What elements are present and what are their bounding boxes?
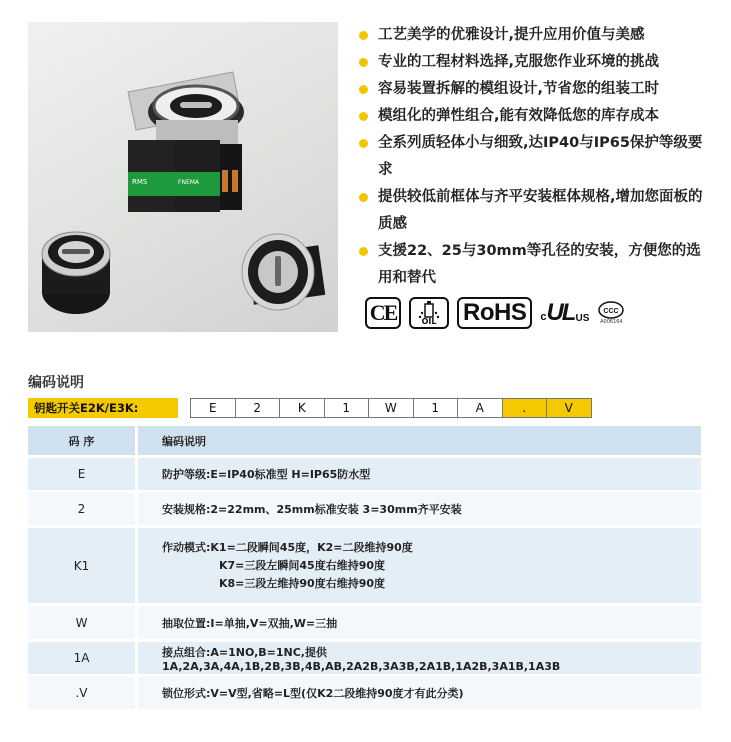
- certification-logos: [365, 296, 625, 330]
- bullet-icon: [359, 139, 368, 148]
- row-code: .V: [28, 677, 135, 709]
- row-desc: 抽取位置:I=单抽,V=双抽,W=三抽: [138, 606, 701, 639]
- feature-item: 支援22、25与30mm等孔径的安装，方便您的选用和替代: [358, 238, 710, 292]
- table-row: [28, 677, 701, 709]
- rohs-icon: RoHS: [457, 297, 532, 329]
- coding-table: [28, 426, 701, 712]
- row-code: 2: [28, 493, 135, 525]
- code-cell: E: [190, 398, 236, 418]
- code-cell-highlight: V: [546, 398, 592, 418]
- ce-mark-icon: CE: [365, 297, 401, 329]
- bullet-icon: [359, 112, 368, 121]
- table-row: [28, 493, 701, 525]
- code-cell: W: [368, 398, 414, 418]
- svg-text:CCC: CCC: [603, 308, 619, 315]
- table-header: [28, 426, 701, 455]
- cul-us-icon: c UL US: [540, 299, 590, 326]
- row-desc: 锁位形式:V=V型,省略=L型(仅K2二段维持90度才有此分类): [138, 677, 701, 709]
- code-cell-highlight: .: [502, 398, 548, 418]
- row-code: E: [28, 458, 135, 490]
- bullet-icon: [359, 58, 368, 67]
- feature-item: 全系列质轻体小与细致,达IP40与IP65保护等级要求: [358, 130, 710, 184]
- bullet-icon: [359, 193, 368, 202]
- oil-resistant-icon: OIL: [409, 297, 449, 329]
- key-switch-illustration: [28, 22, 338, 332]
- feature-list: [358, 22, 703, 292]
- table-row: [28, 606, 701, 639]
- feature-item: 容易装置拆解的模组设计,节省您的组装工时: [358, 76, 703, 103]
- module-text-label: FNEMA: [178, 179, 200, 186]
- feature-item: 工艺美学的优雅设计,提升应用价值与美感: [358, 22, 703, 49]
- code-cell: 1: [324, 398, 370, 418]
- code-label: 钥匙开关E2K/E3K:: [28, 398, 178, 418]
- feature-item: 模组化的弹性组合,能有效降低您的库存成本: [358, 103, 703, 130]
- row-code: K1: [28, 528, 135, 603]
- row-desc: 安装规格:2=22mm、25mm标准安装 3=30mm齐平安装: [138, 493, 701, 525]
- row-desc: 作动模式:K1=二段瞬间45度，K2=二段维持90度 K7=三段左瞬间45度右维持90度 K8=三段左维持90度右维持90度: [138, 528, 701, 603]
- code-cell: A: [457, 398, 503, 418]
- bullet-icon: [359, 31, 368, 40]
- feature-item: 提供较低前框体与齐平安装框体规格,增加您面板的质感: [358, 184, 710, 238]
- section-title: 编码说明: [28, 375, 84, 391]
- row-code: 1A: [28, 642, 135, 674]
- row-code: W: [28, 606, 135, 639]
- header-desc-col: 编码说明: [138, 426, 701, 455]
- bullet-icon: [359, 247, 368, 256]
- code-cell: 1: [413, 398, 459, 418]
- code-cells: [191, 398, 592, 418]
- table-row: [28, 642, 701, 674]
- bullet-icon: [359, 85, 368, 94]
- product-photo: [28, 22, 338, 332]
- table-row: [28, 458, 701, 490]
- ccc-mark-icon: CCC A006164: [597, 301, 625, 325]
- feature-item: 专业的工程材料选择,克服您作业环境的挑战: [358, 49, 703, 76]
- header-code-col: 码 序: [28, 426, 135, 455]
- code-cell: K: [279, 398, 325, 418]
- row-desc: 接点组合:A=1NO,B=1NC,提供1A,2A,3A,4A,1B,2B,3B,4B,AB,2A2B,3A3B,2A1B,1A2B,3A1B,1A3B: [138, 642, 701, 674]
- table-row: [28, 528, 701, 603]
- row-desc: 防护等级:E=IP40标准型 H=IP65防水型: [138, 458, 701, 490]
- module-brand-label: RMS: [132, 178, 148, 186]
- code-cell: 2: [235, 398, 281, 418]
